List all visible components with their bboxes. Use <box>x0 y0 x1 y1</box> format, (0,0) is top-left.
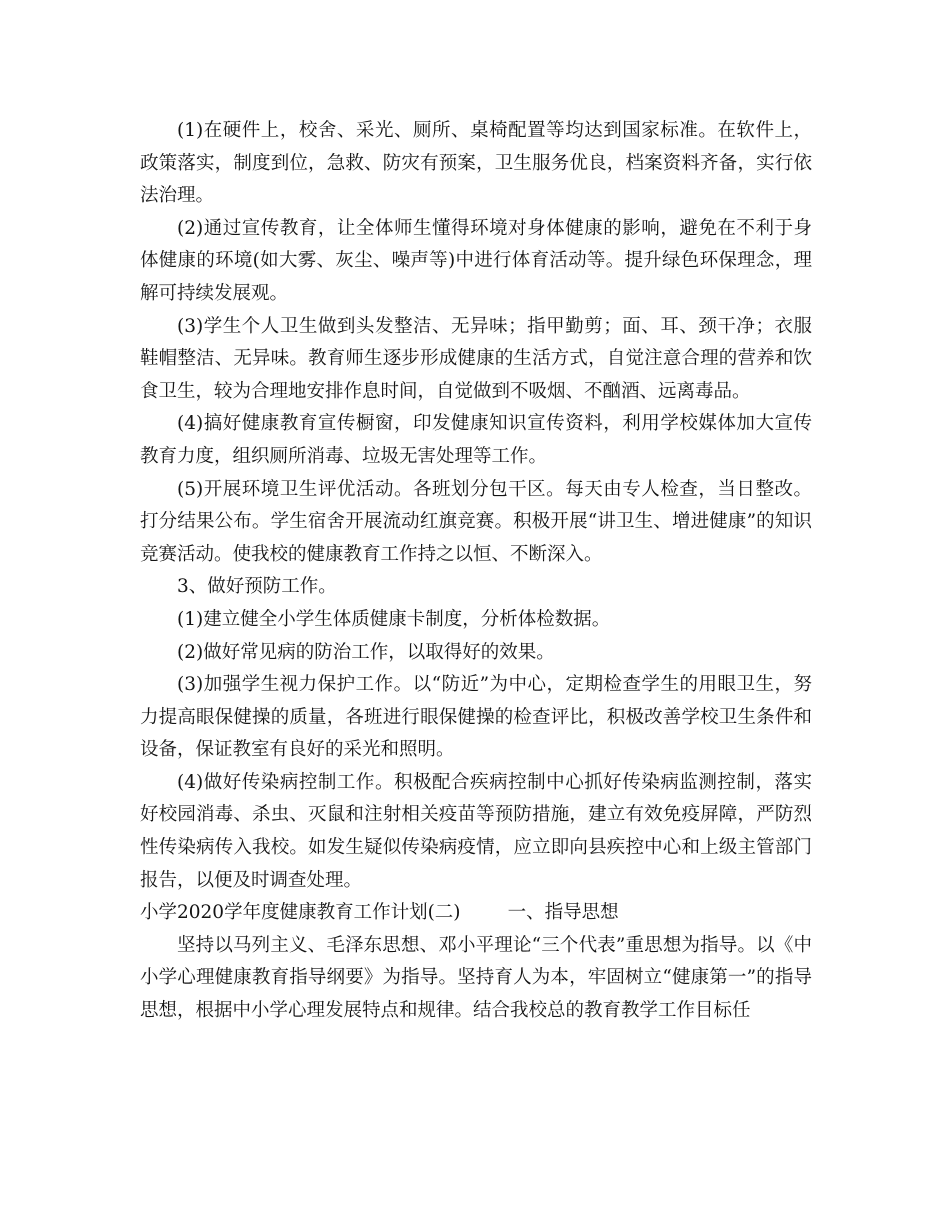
paragraph-health-card: (1)建立健全小学生体质健康卡制度，分析体检数据。 <box>177 608 611 630</box>
section-heading-guiding-ideology: 一、指导思想 <box>507 902 619 924</box>
plan-title: 小学2020学年度健康教育工作计划(二) <box>140 902 461 924</box>
document-body <box>140 115 812 1028</box>
plan-title-line <box>140 897 812 930</box>
paragraph-infectious-disease: (4)做好传染病控制工作。积极配合疾病控制中心抓好传染病监测控制，落实好校园消毒、杀虫、灭鼠和注射相关疫苗等预防措施，建立有效免疫屏障，严防烈性传染病传入我校。如发生疑似传染病疫情，应立即向县疾控中心和上级主管部门报告，以便及时调查处理。 <box>140 771 812 891</box>
paragraph-health-publicity: (4)搞好健康教育宣传橱窗，印发健康知识宣传资料，利用学校媒体加大宣传教育力度，组织厕所消毒、垃圾无害处理等工作。 <box>140 413 812 467</box>
paragraph-guiding-ideology: 坚持以马列主义、毛泽东思想、邓小平理论“三个代表”重思想为指导。以《中小学心理健康教育指导纲要》为指导。坚持育人为本，牢固树立“健康第一”的指导思想，根据中小学心理发展特点和规律。结合我校总的教育教学工作目标任 <box>140 934 812 1022</box>
paragraph-vision-protection: (3)加强学生视力保护工作。以“防近”为中心，定期检查学生的用眼卫生，努力提高眼保健操的质量，各班进行眼保健操的检查评比，积极改善学校卫生条件和设备，保证教室有良好的采光和照明。 <box>140 674 812 761</box>
paragraph-personal-hygiene: (3)学生个人卫生做到头发整洁、无异味；指甲勤剪；面、耳、颈干净；衣服鞋帽整洁、无异味。教育师生逐步形成健康的生活方式，自觉注意合理的营养和饮食卫生，较为合理地安排作息时间，自觉做到不吸烟、不酗酒、远离毒品。 <box>140 315 812 402</box>
paragraph-environment-education: (2)通过宣传教育，让全体师生懂得环境对身体健康的影响，避免在不利于身体健康的环境(如大雾、灰尘、噪声等)中进行体育活动等。提升绿色环保理念，理解可持续发展观。 <box>140 217 812 304</box>
paragraph-common-disease: (2)做好常见病的防治工作，以取得好的效果。 <box>177 641 555 663</box>
paragraph-sanitation-evaluation: (5)开展环境卫生评优活动。各班划分包干区。每天由专人检查，当日整改。打分结果公布。学生宿舍开展流动红旗竞赛。积极开展“讲卫生、增进健康”的知识竞赛活动。使我校的健康教育工作持之以恒、不断深入。 <box>140 478 812 565</box>
paragraph-hardware-standards: (1)在硬件上，校舍、采光、厕所、桌椅配置等均达到国家标准。在软件上，政策落实，制度到位，急救、防灾有预案，卫生服务优良，档案资料齐备，实行依法治理。 <box>140 120 812 207</box>
section-heading-prevention: 3、做好预防工作。 <box>177 576 337 598</box>
